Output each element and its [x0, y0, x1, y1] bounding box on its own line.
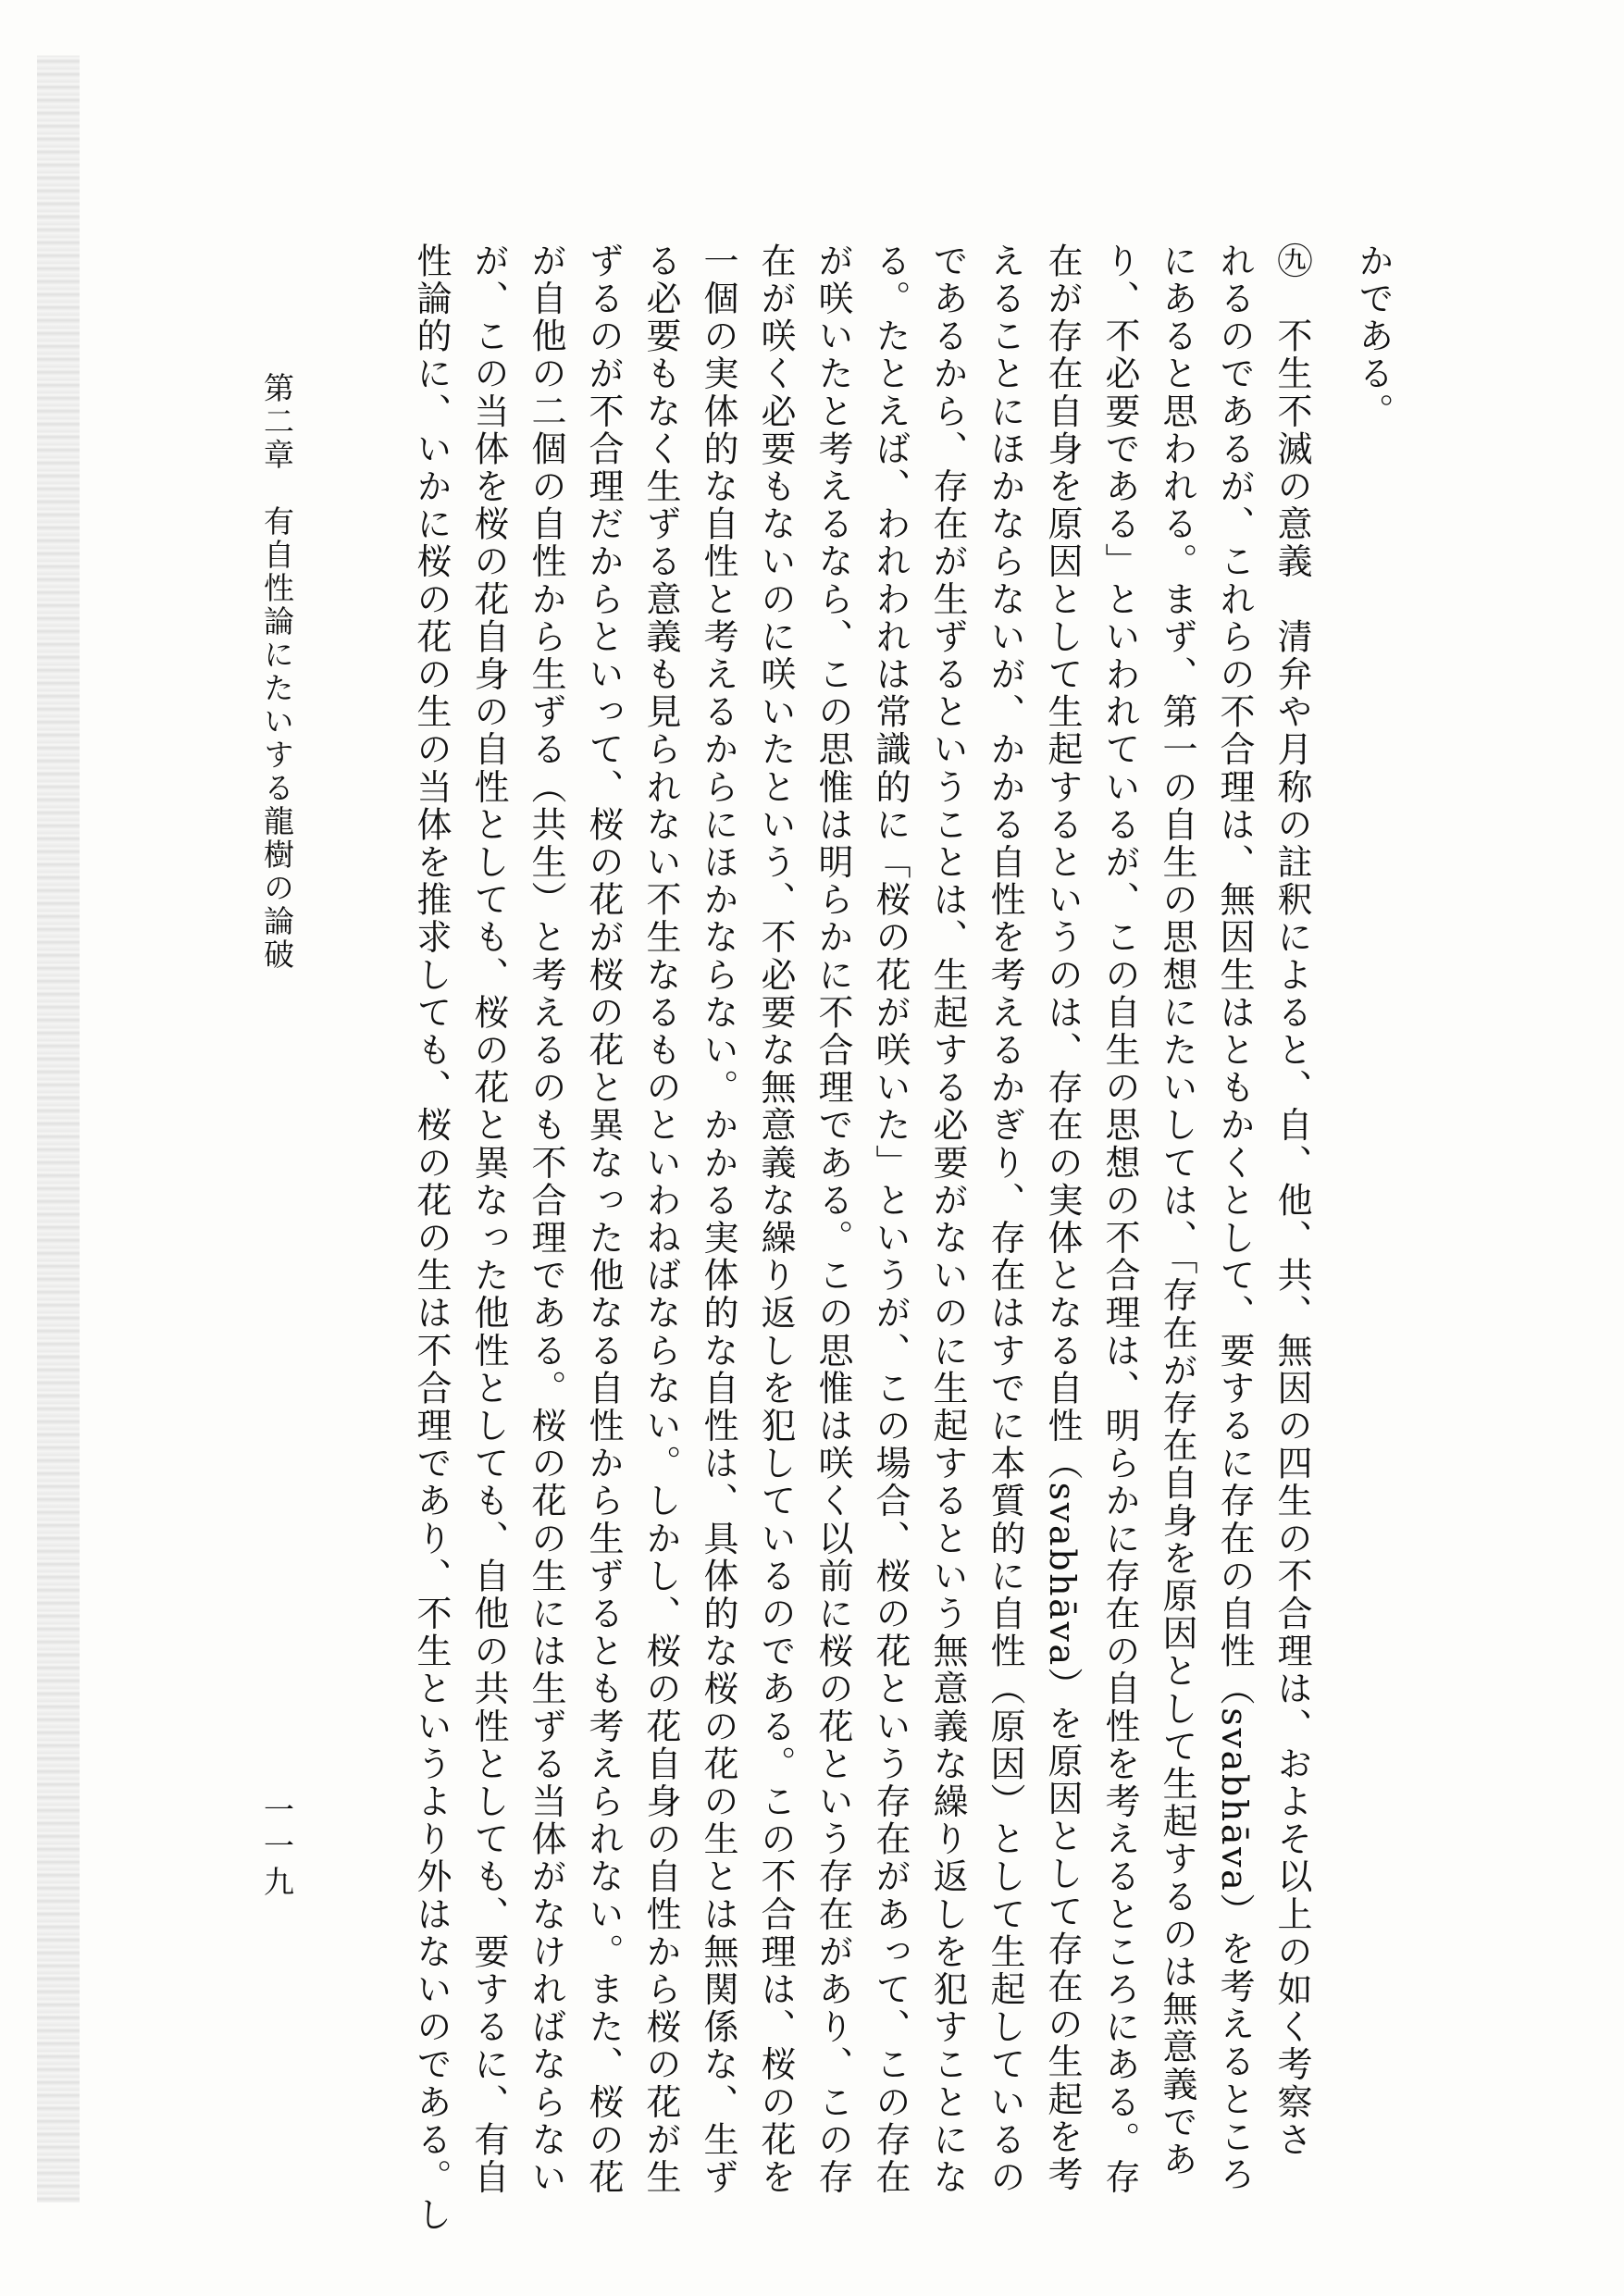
text-line: かである。 — [1353, 242, 1394, 430]
text-line: であるから、存在が生ずるということは、生起する必要がないのに生起するという無意義な繰り返しを犯すことにな — [927, 242, 968, 2197]
running-head: 第二章 有自性論にたいする龍樹の論破 — [259, 372, 295, 972]
text-line: えることにほかならないが、かかる自性を考えるかぎり、存在はすでに本質的に自性（原因）として生起しているの — [985, 242, 1025, 2197]
text-line: が、この当体を桜の花自身の自性としても、桜の花と異なった他性としても、自他の共性としても、要するに、有自 — [468, 242, 509, 2197]
text-line: ずるのが不合理だからといって、桜の花が桜の花と異なった他なる自性から生ずるとも考えられない。また、桜の花 — [583, 242, 624, 2197]
binding-shadow — [37, 56, 80, 2203]
text-line: が自他の二個の自性から生ずる（共生）と考えるのも不合理である。桜の花の生には生ずる当体がなければならない — [526, 242, 566, 2197]
text-line: 在が存在自身を原因として生起するというのは、存在の実体となる自性（svabhāva）を原因として存在の生起を考 — [1042, 242, 1083, 2194]
page-number: 一一九 — [259, 1793, 295, 1902]
text-line: れるのであるが、これらの不合理は、無因生はともかくとして、要するに存在の自性（svabhāva）を考えるところ — [1214, 242, 1255, 2194]
section-heading-line: ㊈ 不生不滅の意義 清弁や月称の註釈によると、自、他、共、無因の四生の不合理は、およそ以上の如く考察さ — [1271, 242, 1312, 2159]
text-line: り、不必要である」といわれているが、この自生の思想の不合理は、明らかに存在の自性を考えるところにある。存 — [1099, 242, 1140, 2197]
text-line: が咲いたと考えるなら、この思惟は明らかに不合理である。この思惟は咲く以前に桜の花という存在があり、この存 — [812, 242, 853, 2197]
text-line: る必要もなく生ずる意義も見られない不生なるものといわねばならない。しかし、桜の花自身の自性から桜の花が生 — [640, 242, 681, 2197]
body-text — [403, 242, 1402, 2234]
text-line: る。たとえば、われわれは常識的に「桜の花が咲いた」というが、この場合、桜の花という存在があって、この存在 — [870, 242, 911, 2197]
text-line: 性論的に、いかに桜の花の生の当体を推求しても、桜の花の生は不合理であり、不生というより外はないのである。し — [411, 242, 452, 2234]
text-line: 一個の実体的な自性と考えるからにほかならない。かかる実体的な自性は、具体的な桜の花の生とは無関係な、生ず — [698, 242, 738, 2197]
text-line: にあると思われる。まず、第一の自生の思想にたいしては、「存在が存在自身を原因として生起するのは無意義であ — [1157, 242, 1197, 2179]
text-line: 在が咲く必要もないのに咲いたという、不必要な無意義な繰り返しを犯しているのである。この不合理は、桜の花を — [755, 242, 796, 2197]
